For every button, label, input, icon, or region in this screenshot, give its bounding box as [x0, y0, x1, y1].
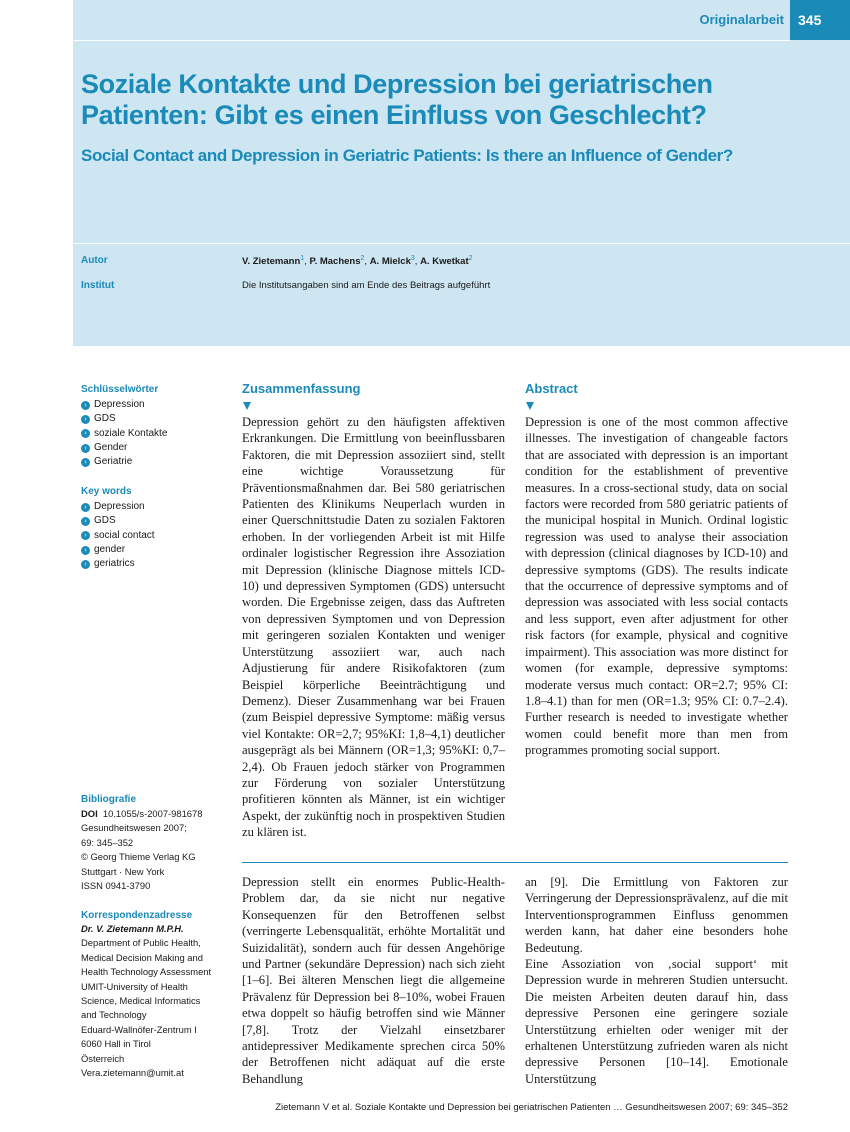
keywords-en-title: Key words [81, 486, 132, 497]
author-affiliation: 2 [468, 255, 473, 262]
abstract-en-heading: Abstract [525, 381, 578, 396]
corr-line: and Technology [81, 1009, 147, 1021]
bib-line: ISSN 0941-3790 [81, 880, 151, 892]
doi-label: DOI [81, 808, 98, 819]
keywords-de-title: Schlüsselwörter [81, 384, 159, 395]
list-item [81, 412, 167, 426]
header-band [73, 0, 850, 346]
corr-email[interactable]: Vera.zietemann@umit.at [81, 1067, 184, 1079]
body-paragraph: an [9]. Die Ermittlung von Faktoren zur Verringerung der Depressionsprävalenz, auf die mit Interventionsprogrammen Einfluss genommen werden kann, hat daher eine besonders hohe Bedeutung. [525, 875, 788, 955]
body-column-2 [525, 874, 788, 1087]
arrow-bullet-icon: › [81, 444, 90, 453]
corr-line: Österreich [81, 1052, 125, 1064]
correspondence-block [81, 922, 211, 1080]
bib-line: Stuttgart · New York [81, 865, 165, 877]
keywords-en-list [81, 500, 155, 571]
footer-citation: Zietemann V et al. Soziale Kontakte und Depression bei geriatrischen Patienten … Gesundheitswesen 2007; 69: 345–352 [275, 1102, 788, 1113]
arrow-bullet-icon: › [81, 458, 90, 467]
list-item [81, 557, 155, 571]
corr-line: Eduard-Wallnöfer-Zentrum I [81, 1023, 197, 1035]
title-english: Social Contact and Depression in Geriatric Patients: Is there an Influence of Gender? [81, 146, 733, 165]
arrow-bullet-icon: › [81, 429, 90, 438]
author-name: P. Machens [309, 256, 361, 268]
abstract-de-heading: Zusammenfassung [242, 381, 361, 396]
list-item [81, 398, 167, 412]
corr-line: Health Technology Assessment [81, 966, 212, 978]
section-divider [242, 862, 788, 863]
title-german: Soziale Kontakte und Depression bei geriatrischen Patienten: Gibt es einen Einfluss von Geschlecht? [81, 69, 713, 130]
list-item [81, 500, 155, 514]
doi-value: 10.1055/s-2007-981678 [102, 808, 203, 819]
list-item [81, 529, 155, 543]
arrow-bullet-icon: › [81, 503, 90, 512]
arrow-bullet-icon: › [81, 546, 90, 555]
body-paragraph: Eine Assoziation von ‚social support‘ mit Depression wurde in mehreren Studien untersucht. Die meisten Arbeiten deuten darauf hin, dass depressive Personen eine geringere soziale Unterstützung erhielten oder weniger mit der erhaltenen Unterstützung zufrieden waren als nicht depressive Personen [10–14]. Emotionale Unterstützung [525, 957, 788, 1086]
keywords-de-list [81, 398, 167, 469]
arrow-bullet-icon: › [81, 560, 90, 569]
arrow-bullet-icon: › [81, 517, 90, 526]
author-affiliation: 1 [300, 255, 305, 262]
abstract-de-text: Depression gehört zu den häufigsten affektiven Erkrankungen. Die Ermittlung von beeinflussbaren Faktoren, die mit Depression assoziiert sind, stellt eine wichtige Voraussetzung für Präventionsmaßnahmen dar. Bei 580 geriatrischen Patienten des Klinikums Neuperlach wurden in einer Querschnittstudie Daten zu sozialen Faktoren erhoben. In der vorliegenden Arbeit ist mit Hilfe ordinaler logistischer Regression ihre Assoziation mit Depression (klinische Diagnose mittels ICD-10) und depressiven Symptomen (GDS) untersucht worden. Die Ergebnisse zeigen, dass das Auftreten von depressiven Symptomen und von Depression mit geringeren sozialen Kontakten und weniger Unterstützung assoziiert war, auch nach Adjustierung für andere Risikofaktoren (zum Beispiel körperliche Beeinträchtigung und Demenz). Dieser Zusammenhang war bei Frauen (zum Beispiel depressive Symptome: mäßig versus viel Kontakte: OR=2,7; 95%KI: 1,8–4,1) deutlicher ausgeprägt als bei Männern (OR=1,3; 95%KI: 0,7–2,4). Ob Frauen jedoch stärker von Programmen zur Förderung von sozialer Unterstützung profitieren könnten als Männer, ist ein wichtiger Aspekt, der zukünftig noch in prospektiven Studien zu klären ist. [242, 415, 505, 840]
body-column-1: Depression stellt ein enormes Public-Health-Problem dar, da sie nicht nur negative Konsequenzen für den Betroffenen selbst (verringerte Lebensqualität, erhöhte Mortalität und Suizidalität), sondern auch für dessen Angehörige und Partner (sekundäre Depression) nach sich zieht [1–6]. Bei älteren Menschen liegt die allgemeine Prävalenz für Depression bei 8–10%, wobei Frauen etwa doppelt so häufig betroffen sind wie Männer [7,8]. Trotz der Vielzahl einsetzbarer antidepressiver Medikamente sprechen circa 50% der Betroffenen nicht adäquat auf die erste Behandlung [242, 875, 505, 1086]
corr-line: Science, Medical Informatics [81, 995, 201, 1007]
abstract-en-text: Depression is one of the most common affective illnesses. The investigation of changeable factors that are associated with depression is an important condition for the establishment of preventive measures. In a cross-sectional study, data on social factors were recorded from 580 geriatric patients of the municipal hospital in Munich. Ordinal logistic regression was used to analyse their association with depression (clinical diagnoses by ICD-10) and depressive symptoms (GDS). The results indicate that the occurrence of depressive symptoms and of depression was associated with less social contacts and less support, even after adjustment for other risk factors (for example, physical and cognitive impairment). This association was more distinct for women (for example, depressive symptoms: moderate versus much contact: OR=2.7; 95% CI: 1.8–4.1) than for men (OR=1.3; 95% CI: 0.7–2.4). Further research is needed to investigate whether women could benefit more than men from programmes promoting social support. [525, 415, 788, 758]
list-item [81, 427, 167, 441]
list-item [81, 543, 155, 557]
author-affiliation: 2 [360, 255, 365, 262]
arrow-bullet-icon: › [81, 531, 90, 540]
bibliography-title: Bibliografie [81, 794, 137, 805]
keyword: GDS [94, 413, 116, 425]
corr-name: Dr. V. Zietemann M.P.H. [81, 923, 184, 934]
author-affiliation: 3 [410, 255, 415, 262]
bib-line: 69: 345–352 [81, 836, 134, 848]
header-rule-top [73, 40, 790, 41]
section-label: Originalarbeit [699, 12, 784, 27]
author-name: V. Zietemann [242, 256, 301, 268]
keyword: Depression [94, 399, 145, 410]
bib-line: Gesundheitswesen 2007; [81, 822, 187, 834]
keyword: gender [94, 543, 126, 555]
corr-line: UMIT-University of Health [81, 980, 188, 992]
keyword: social contact [94, 529, 155, 541]
bibliography-block [81, 807, 202, 893]
triangle-down-icon [526, 402, 534, 410]
page-number: 345 [790, 0, 850, 40]
keyword: Depression [94, 501, 145, 512]
institute-text: Die Institutsangaben sind am Ende des Beitrags aufgeführt [242, 280, 491, 291]
list-item [81, 455, 167, 469]
keyword: Gender [94, 441, 128, 453]
author-list: V. Zietemann$^1$, P. Machens$^2$, A. Mielck$^3$, A. Kwetkat$^2$ [242, 255, 473, 268]
arrow-bullet-icon: › [81, 415, 90, 424]
author-label: Autor [81, 255, 108, 266]
keyword: soziale Kontakte [94, 427, 168, 439]
keyword: Geriatrie [94, 456, 133, 468]
correspondence-title: Korrespondenzadresse [81, 910, 193, 921]
header-rule-meta [73, 243, 850, 244]
corr-line: 6060 Hall in Tirol [81, 1038, 151, 1050]
corr-line: Medical Decision Making and [81, 951, 203, 963]
keyword: geriatrics [94, 558, 135, 570]
doi-line [81, 807, 202, 821]
keyword: GDS [94, 515, 116, 527]
bib-line: © Georg Thieme Verlag KG [81, 851, 196, 863]
corr-line: Department of Public Health, [81, 937, 201, 949]
arrow-bullet-icon: › [81, 401, 90, 410]
author-name: A. Mielck [369, 256, 411, 268]
list-item [81, 441, 167, 455]
list-item [81, 514, 155, 528]
author-name: A. Kwetkat [420, 256, 469, 268]
triangle-down-icon [243, 402, 251, 410]
institute-label: Institut [81, 280, 115, 291]
